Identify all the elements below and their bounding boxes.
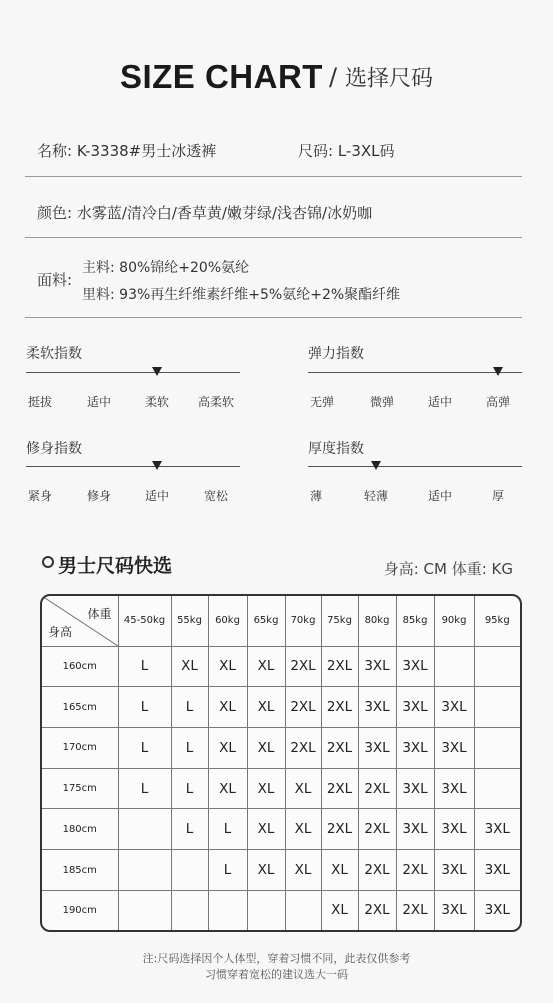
weight-header: 45-50kg: [118, 596, 171, 646]
meter-tick-label: 修身: [86, 489, 112, 503]
size-cell: XL: [247, 727, 285, 768]
size-cell: 3XL: [474, 850, 520, 891]
table-row: [42, 768, 520, 809]
weight-header: 90kg: [434, 596, 474, 646]
meter-label: 厚度指数: [308, 441, 364, 457]
size-table: [40, 594, 522, 932]
size-cell: 2XL: [321, 768, 358, 809]
size-cell: [171, 850, 208, 891]
meter-tick-label: 高柔软: [197, 395, 235, 409]
weight-header: 65kg: [247, 596, 285, 646]
size-cell: 2XL: [358, 850, 396, 891]
size-cell: XL: [208, 727, 247, 768]
corner-weight-label: 体重: [87, 607, 112, 621]
size-cell: 2XL: [358, 890, 396, 930]
size-cell: [474, 687, 520, 728]
size-cell: [247, 890, 285, 930]
meter-label: 修身指数: [26, 441, 82, 457]
size-cell: XL: [247, 646, 285, 687]
size-cell: 3XL: [434, 809, 474, 850]
size-cell: XL: [321, 850, 358, 891]
meter-tick-label: 厚: [491, 489, 505, 503]
meter-tick-label: 适中: [427, 489, 453, 503]
title-english: SIZE CHART: [119, 58, 323, 95]
fabric-lining: 里料: 93%再生纤维素纤维+5%氨纶+2%聚酯纤维: [82, 287, 401, 303]
weight-header: 55kg: [171, 596, 208, 646]
weight-header: 80kg: [358, 596, 396, 646]
size-cell: XL: [247, 850, 285, 891]
size-cell: L: [171, 768, 208, 809]
table-row: [42, 687, 520, 728]
size-cell: 3XL: [396, 809, 434, 850]
size-cell: L: [118, 727, 171, 768]
size-cell: L: [118, 646, 171, 687]
table-row: [42, 809, 520, 850]
product-size-range: 尺码: L-3XL码: [298, 142, 395, 160]
meter-tick-label: 宽松: [203, 489, 229, 503]
size-cell: 3XL: [434, 768, 474, 809]
size-cell: 2XL: [285, 687, 321, 728]
weight-header: 70kg: [285, 596, 321, 646]
size-cell: [285, 890, 321, 930]
size-cell: 2XL: [321, 687, 358, 728]
size-cell: XL: [247, 809, 285, 850]
size-cell: 2XL: [321, 727, 358, 768]
meter-tick-label: 轻薄: [363, 489, 389, 503]
meter-track: [308, 372, 522, 373]
fabric-label: 面料:: [37, 271, 73, 289]
size-note-advice: 习惯穿着宽松的建议选大一码: [205, 968, 348, 981]
height-cell: 185cm: [42, 850, 118, 891]
height-cell: 165cm: [42, 687, 118, 728]
size-cell: L: [118, 768, 171, 809]
table-row: [42, 646, 520, 687]
title-chinese: 选择尺码: [345, 66, 434, 92]
page-title: [0, 58, 553, 96]
meter-tick-label: 柔软: [144, 395, 170, 409]
height-cell: 170cm: [42, 727, 118, 768]
size-cell: L: [118, 687, 171, 728]
size-cell: [208, 890, 247, 930]
size-cell: [118, 890, 171, 930]
height-cell: 190cm: [42, 890, 118, 930]
meter-pointer-icon: [152, 461, 162, 470]
meter-label: 弹力指数: [308, 346, 364, 362]
meter-track: [26, 372, 240, 373]
divider: [25, 317, 522, 318]
meter-tick-label: 适中: [86, 395, 112, 409]
size-cell: XL: [285, 809, 321, 850]
size-cell: XL: [247, 687, 285, 728]
size-cell: XL: [208, 646, 247, 687]
fabric-main: 主料: 80%锦纶+20%氨纶: [82, 260, 250, 276]
size-cell: 3XL: [434, 890, 474, 930]
size-cell: L: [171, 809, 208, 850]
size-cell: L: [208, 809, 247, 850]
size-cell: [474, 768, 520, 809]
size-cell: [434, 646, 474, 687]
title-separator: /: [328, 63, 338, 91]
weight-header: 85kg: [396, 596, 434, 646]
size-cell: 2XL: [285, 727, 321, 768]
size-cell: XL: [208, 768, 247, 809]
size-cell: 3XL: [474, 809, 520, 850]
size-cell: [118, 809, 171, 850]
meter-tick-label: 挺拔: [27, 395, 53, 409]
bullet-circle-icon: [42, 556, 54, 568]
size-cell: [118, 850, 171, 891]
table-header-row: [42, 596, 520, 646]
size-cell: [474, 646, 520, 687]
size-note: 注:尺码选择因个人体型，穿着习惯不同，此表仅供参考: [142, 952, 411, 965]
meter-label: 柔软指数: [26, 346, 82, 362]
size-cell: 3XL: [396, 687, 434, 728]
size-cell: XL: [285, 768, 321, 809]
size-cell: 2XL: [285, 646, 321, 687]
table-corner-cell: [42, 596, 118, 646]
meter-tick-label: 薄: [309, 489, 323, 503]
size-cell: XL: [171, 646, 208, 687]
meter-tick-label: 适中: [144, 489, 170, 503]
size-cell: L: [171, 687, 208, 728]
size-cell: L: [171, 727, 208, 768]
weight-header: 75kg: [321, 596, 358, 646]
units-label: 身高: CM 体重: KG: [383, 560, 513, 578]
height-cell: 160cm: [42, 646, 118, 687]
size-cell: L: [208, 850, 247, 891]
meter-tick-label: 微弹: [369, 395, 395, 409]
corner-height-label: 身高: [48, 624, 73, 639]
size-cell: 2XL: [321, 809, 358, 850]
meter-pointer-icon: [371, 461, 381, 470]
meter-pointer-icon: [493, 367, 503, 376]
size-cell: 3XL: [396, 727, 434, 768]
size-cell: 3XL: [434, 850, 474, 891]
size-cell: 3XL: [396, 768, 434, 809]
table-row: [42, 850, 520, 891]
meter-tick-label: 高弹: [485, 395, 511, 409]
height-cell: 175cm: [42, 768, 118, 809]
size-cell: [171, 890, 208, 930]
product-colors: 颜色: 水雾蓝/清冷白/香草黄/嫩芽绿/浅杏锦/冰奶咖: [37, 204, 373, 222]
size-cell: [474, 727, 520, 768]
size-cell: 3XL: [396, 646, 434, 687]
size-cell: XL: [321, 890, 358, 930]
divider: [25, 237, 522, 238]
meter-track: [26, 466, 240, 467]
divider: [25, 176, 522, 177]
size-cell: XL: [285, 850, 321, 891]
size-cell: 2XL: [358, 809, 396, 850]
size-cell: 3XL: [358, 646, 396, 687]
size-cell: 2XL: [396, 850, 434, 891]
size-cell: 3XL: [474, 890, 520, 930]
size-cell: 3XL: [434, 727, 474, 768]
size-cell: 3XL: [358, 687, 396, 728]
size-cell: 2XL: [358, 768, 396, 809]
meter-tick-label: 无弹: [309, 395, 335, 409]
height-cell: 180cm: [42, 809, 118, 850]
size-cell: 3XL: [358, 727, 396, 768]
size-cell: 3XL: [434, 687, 474, 728]
weight-header: 95kg: [474, 596, 520, 646]
weight-header: 60kg: [208, 596, 247, 646]
size-cell: XL: [208, 687, 247, 728]
size-cell: 2XL: [396, 890, 434, 930]
table-row: [42, 890, 520, 930]
product-name: 名称: K-3338#男士冰透裤: [37, 142, 217, 160]
size-section-title: 男士尺码快选: [58, 555, 173, 577]
size-cell: 2XL: [321, 646, 358, 687]
meter-tick-label: 紧身: [27, 489, 53, 503]
meter-pointer-icon: [152, 367, 162, 376]
table-row: [42, 727, 520, 768]
meter-track: [308, 466, 522, 467]
size-cell: XL: [247, 768, 285, 809]
meter-tick-label: 适中: [427, 395, 453, 409]
